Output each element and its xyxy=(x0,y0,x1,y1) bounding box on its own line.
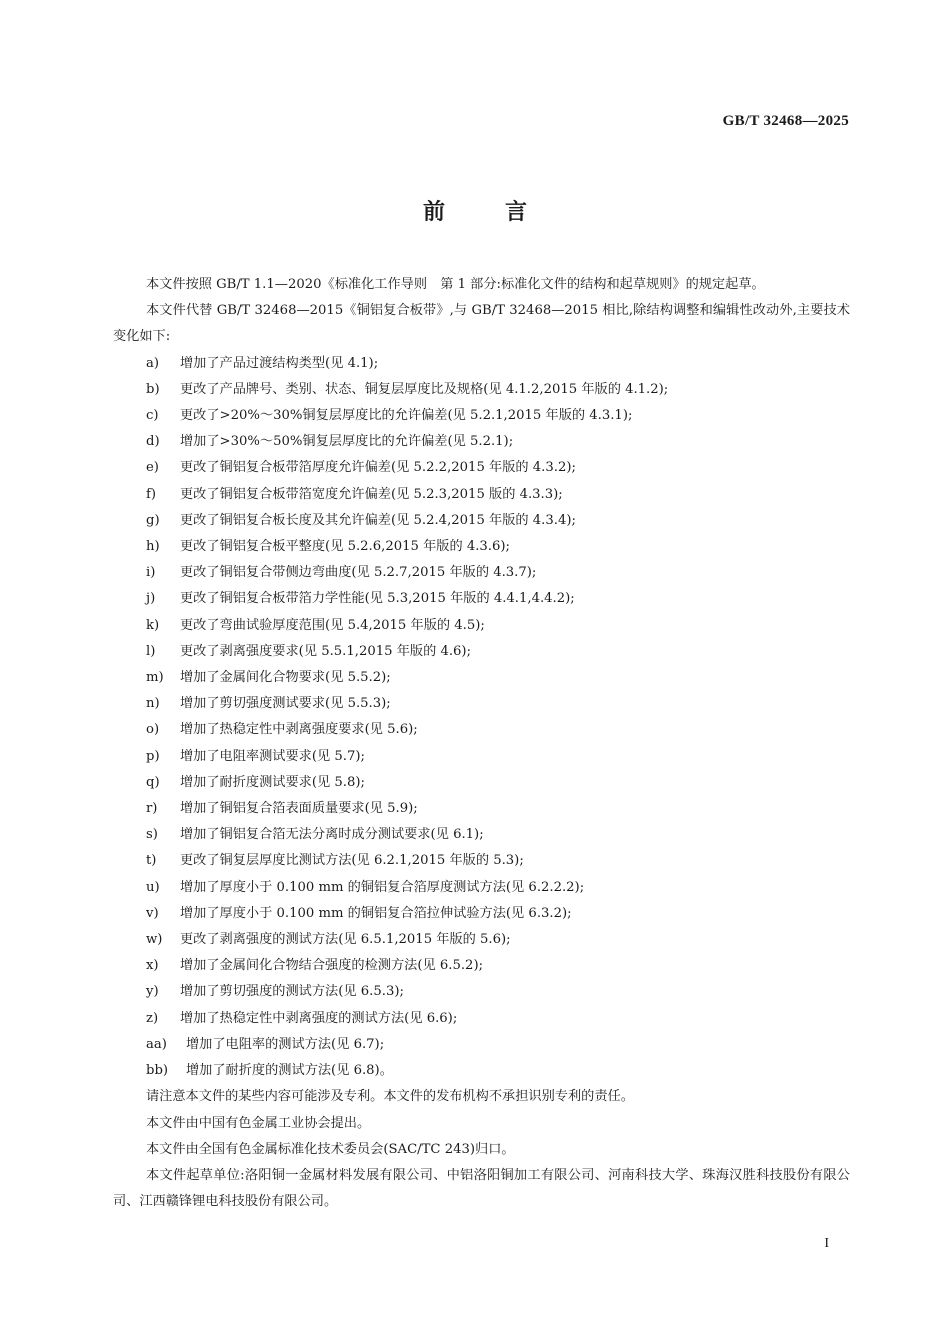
list-item-marker: i) xyxy=(146,565,156,581)
list-item xyxy=(113,613,850,639)
list-item xyxy=(113,927,850,953)
list-item-text: 更改了铜复层厚度比测试方法(见 6.2.1,2015 年版的 5.3); xyxy=(180,853,524,869)
list-item xyxy=(113,639,850,665)
list-item-text: 更改了铜铝复合板带箔宽度允许偏差(见 5.2.3,2015 版的 4.3.3); xyxy=(180,486,563,502)
list-item xyxy=(113,1006,850,1032)
list-item xyxy=(113,403,850,429)
list-item-marker: u) xyxy=(146,879,160,895)
intro-paragraph: 本文件按照 GB/T 1.1—2020《标准化工作导则 第 1 部分:标准化文件的结构和起草规则》的规定起草。 xyxy=(146,277,765,292)
list-item-text: 更改了剥离强度要求(见 5.5.1,2015 年版的 4.6); xyxy=(180,643,472,659)
list-item-marker: aa) xyxy=(146,1036,167,1052)
list-item-marker: bb) xyxy=(146,1063,169,1079)
list-item-marker: j) xyxy=(146,591,156,607)
list-item xyxy=(113,429,850,455)
list-item-marker: b) xyxy=(146,381,160,397)
changes-list xyxy=(113,351,850,1085)
list-item-marker: f) xyxy=(146,486,157,502)
list-item xyxy=(113,717,850,743)
drafting-units-paragraph: 本文件起草单位:洛阳铜一金属材料发展有限公司、中铝洛阳铜加工有限公司、河南科技大学、珠海汉胜科技股份有限公司、江西赣锋锂电科技股份有限公司。 xyxy=(113,1167,850,1210)
list-item-text: 更改了产品牌号、类别、状态、铜复层厚度比及规格(见 4.1.2,2015 年版的 4.1.2); xyxy=(180,381,669,397)
list-item xyxy=(113,770,850,796)
document-body xyxy=(113,272,850,1215)
list-item-marker: m) xyxy=(146,670,164,686)
list-item xyxy=(113,455,850,481)
list-item-marker: t) xyxy=(146,853,157,869)
list-item-marker: z) xyxy=(146,1010,159,1026)
list-item-marker: r) xyxy=(146,801,158,817)
list-item xyxy=(113,848,850,874)
list-item xyxy=(113,482,850,508)
list-item-text: 增加了厚度小于 0.100 mm 的铜铝复合箔拉伸试验方法(见 6.3.2); xyxy=(180,905,572,921)
list-item xyxy=(113,586,850,612)
list-item-text: 增加了剪切强度的测试方法(见 6.5.3); xyxy=(180,984,404,1000)
list-item xyxy=(113,901,850,927)
list-item-marker: x) xyxy=(146,958,159,974)
list-item-text: 增加了金属间化合物结合强度的检测方法(见 6.5.2); xyxy=(180,958,484,974)
list-item-marker: s) xyxy=(146,827,158,843)
list-item-text: 增加了耐折度测试要求(见 5.8); xyxy=(180,774,365,790)
replacement-paragraph: 本文件代替 GB/T 32468—2015《铜铝复合板带》,与 GB/T 32468—2015 相比,除结构调整和编辑性改动外,主要技术变化如下: xyxy=(113,303,850,345)
list-item-text: 增加了>30%～50%铜复层厚度比的允许偏差(见 5.2.1); xyxy=(180,434,514,450)
list-item-marker: n) xyxy=(146,696,160,712)
list-item xyxy=(113,1058,850,1084)
list-item xyxy=(113,822,850,848)
list-item-marker: h) xyxy=(146,539,160,555)
list-item-text: 增加了铜铝复合箔无法分离时成分测试要求(见 6.1); xyxy=(180,827,484,843)
page-title: 前言 xyxy=(422,200,587,225)
list-item xyxy=(113,796,850,822)
list-item-text: 更改了铜铝复合板平整度(见 5.2.6,2015 年版的 4.3.6); xyxy=(180,539,510,555)
list-item-marker: w) xyxy=(146,932,163,948)
list-item xyxy=(113,560,850,586)
list-item-marker: d) xyxy=(146,434,160,450)
list-item-text: 更改了剥离强度的测试方法(见 6.5.1,2015 年版的 5.6); xyxy=(180,932,511,948)
list-item-marker: k) xyxy=(146,617,160,633)
list-item xyxy=(113,744,850,770)
patent-notice: 请注意本文件的某些内容可能涉及专利。本文件的发布机构不承担识别专利的责任。 xyxy=(146,1089,634,1105)
list-item-text: 增加了产品过渡结构类型(见 4.1); xyxy=(180,355,379,371)
committee-paragraph: 本文件由全国有色金属标准化技术委员会(SAC/TC 243)归口。 xyxy=(146,1141,515,1157)
list-item-text: 更改了铜铝复合带侧边弯曲度(见 5.2.7,2015 年版的 4.3.7); xyxy=(180,565,537,581)
list-item xyxy=(113,665,850,691)
list-item-marker: e) xyxy=(146,460,159,476)
list-item-text: 更改了弯曲试验厚度范围(见 5.4,2015 年版的 4.5); xyxy=(180,617,485,633)
list-item-text: 增加了热稳定性中剥离强度要求(见 5.6); xyxy=(180,722,418,738)
list-item-marker: a) xyxy=(146,355,160,371)
list-item xyxy=(113,534,850,560)
list-item xyxy=(113,377,850,403)
list-item-text: 更改了>20%～30%铜复层厚度比的允许偏差(见 5.2.1,2015 年版的 4.3.1); xyxy=(180,408,633,424)
list-item-marker: l) xyxy=(146,643,156,659)
list-item-text: 增加了金属间化合物要求(见 5.5.2); xyxy=(180,670,391,686)
list-item xyxy=(113,508,850,534)
page-number: I xyxy=(824,1236,829,1251)
list-item xyxy=(113,351,850,377)
list-item-marker: q) xyxy=(146,774,160,790)
list-item-text: 增加了剪切强度测试要求(见 5.5.3); xyxy=(180,696,391,712)
list-item xyxy=(113,979,850,1005)
list-item-marker: o) xyxy=(146,722,160,738)
list-item-text: 增加了电阻率测试要求(见 5.7); xyxy=(180,748,365,764)
list-item-text: 增加了电阻率的测试方法(见 6.7); xyxy=(186,1036,385,1052)
list-item-text: 更改了铜铝复合板带箔力学性能(见 5.3,2015 年版的 4.4.1,4.4.2); xyxy=(180,591,575,607)
list-item-text: 更改了铜铝复合板带箔厚度允许偏差(见 5.2.2,2015 年版的 4.3.2); xyxy=(180,460,576,476)
list-item xyxy=(113,1032,850,1058)
list-item-text: 增加了铜铝复合箔表面质量要求(见 5.9); xyxy=(180,801,418,817)
list-item xyxy=(113,691,850,717)
list-item-marker: y) xyxy=(146,984,159,1000)
list-item-marker: v) xyxy=(146,905,159,921)
standard-code: GB/T 32468—2025 xyxy=(722,113,849,129)
list-item-text: 增加了耐折度的测试方法(见 6.8)。 xyxy=(186,1063,393,1079)
list-item xyxy=(113,953,850,979)
list-item-marker: p) xyxy=(146,748,160,764)
list-item-text: 更改了铜铝复合板长度及其允许偏差(见 5.2.4,2015 年版的 4.3.4); xyxy=(180,512,576,528)
list-item-marker: c) xyxy=(146,408,159,424)
list-item-marker: g) xyxy=(146,512,160,528)
list-item xyxy=(113,875,850,901)
list-item-text: 增加了热稳定性中剥离强度的测试方法(见 6.6); xyxy=(180,1010,458,1026)
list-item-text: 增加了厚度小于 0.100 mm 的铜铝复合箔厚度测试方法(见 6.2.2.2); xyxy=(180,879,585,895)
proposer-paragraph: 本文件由中国有色金属工业协会提出。 xyxy=(146,1115,371,1131)
